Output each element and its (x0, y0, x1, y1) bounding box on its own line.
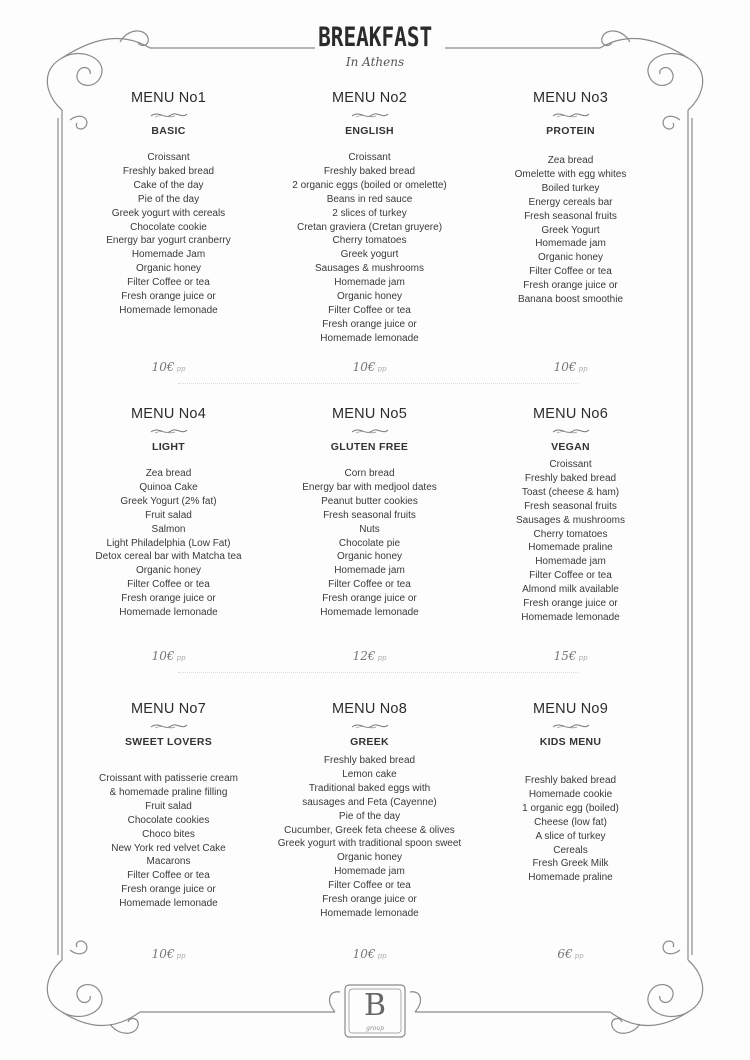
menu-item: Fresh orange juice or (121, 884, 216, 896)
menu-subtitle: ENGLISH (345, 125, 394, 137)
row-divider (178, 383, 578, 384)
price-suffix: pp (377, 952, 387, 960)
menu-item: Toast (cheese & ham) (521, 486, 620, 498)
menu-item: Freshly baked bread (524, 775, 617, 786)
price-value: 10€ (151, 360, 175, 374)
swirl-ornament-icon (149, 110, 189, 120)
menu-title: MENU No6 (533, 406, 608, 422)
menu-item: 2 slices of turkey (332, 207, 407, 219)
menu-item: Fresh orange juice or (322, 593, 417, 605)
menu-subtitle: SWEET LOVERS (124, 736, 213, 748)
menu-price (269, 649, 470, 663)
menu-item: Lemon cake (342, 768, 397, 780)
menu-item: Organic honey (336, 551, 403, 563)
menu-item: Fresh orange juice or (121, 291, 216, 303)
menu-item: Detox cereal bar with Matcha tea (95, 551, 242, 563)
menu-item: Croissant (549, 459, 592, 470)
price-value: 15€ (553, 649, 577, 663)
swirl-ornament-icon (350, 110, 390, 120)
menu-item: Fresh seasonal fruits (524, 210, 617, 222)
menu-item: Zea bread (145, 468, 192, 479)
menu-item: Homemade lemonade (320, 607, 419, 619)
menu-item: Freshly baked bread (323, 165, 416, 177)
menu-items (68, 467, 269, 620)
menu-item: Homemade jam (535, 556, 606, 568)
price-value: 10€ (553, 360, 577, 374)
menu-card-3 (470, 90, 671, 374)
menu-price (68, 947, 269, 961)
swirl-ornament-icon (551, 721, 591, 731)
menu-subtitle: GREEK (350, 736, 389, 748)
menu-item: Cereals (553, 844, 588, 856)
menu-item: Homemade Jam (131, 249, 206, 261)
swirl-ornament-icon (551, 110, 591, 120)
menu-price (470, 649, 671, 663)
menu-item: Beans in red sauce (326, 193, 413, 205)
monogram-letter: B (363, 988, 387, 1023)
menu-item: Zea bread (547, 155, 594, 166)
menu-grid (68, 90, 672, 980)
price-suffix: pp (377, 654, 387, 662)
menu-item: Fresh orange juice or (322, 318, 417, 330)
menu-card-5 (269, 406, 470, 663)
menu-item: Sausages & mushrooms (315, 263, 424, 275)
menu-card-2 (269, 90, 470, 374)
menu-item: Sausages & mushrooms (516, 514, 625, 526)
menu-item: Filter Coffee or tea (529, 570, 612, 582)
price-suffix: pp (578, 654, 588, 662)
menu-item: Pie of the day (137, 193, 200, 205)
menu-items (470, 458, 671, 625)
menu-price (68, 360, 269, 374)
menu-item: Filter Coffee or tea (328, 304, 411, 316)
menu-item: Organic honey (336, 291, 403, 303)
menu-title: MENU No2 (332, 90, 407, 106)
menu-item: Croissant (147, 152, 190, 163)
menu-item: Homemade jam (535, 238, 606, 250)
menu-item: Cucumber, Greek feta cheese & olives (284, 824, 455, 836)
price-value: 12€ (352, 649, 376, 663)
menu-item: Energy cereals bar (528, 196, 613, 208)
menu-item: Homemade praline (528, 542, 613, 554)
menu-item: Corn bread (344, 468, 395, 479)
menu-item: Filter Coffee or tea (127, 277, 210, 289)
menu-item: Freshly baked bread (122, 165, 215, 177)
menu-subtitle: VEGAN (551, 441, 590, 453)
menu-price (470, 360, 671, 374)
monogram-logo (345, 985, 405, 1037)
menu-item: Chocolate cookies (127, 814, 210, 826)
price-suffix: pp (574, 952, 584, 960)
menu-item: Croissant with patisserie cream (99, 773, 238, 784)
menu-title: MENU No5 (332, 406, 407, 422)
menu-item: Traditional baked eggs with (308, 782, 431, 794)
menu-item: Salmon (151, 523, 186, 535)
menu-item: Cheese (low fat) (534, 816, 607, 828)
swirl-ornament-icon (350, 721, 390, 731)
menu-item: sausages and Feta (Cayenne) (302, 796, 437, 808)
menu-item: Filter Coffee or tea (127, 579, 210, 591)
menu-item: New York red velvet Cake (111, 842, 226, 854)
menu-items (68, 772, 269, 911)
menu-item: A slice of turkey (535, 830, 606, 842)
menu-price (470, 947, 671, 961)
price-suffix: pp (578, 365, 588, 373)
menu-items (470, 774, 671, 885)
price-value: 10€ (151, 947, 175, 961)
menu-title: MENU No8 (332, 701, 407, 717)
swirl-ornament-icon (149, 426, 189, 436)
menu-item: Fresh orange juice or (523, 598, 618, 610)
menu-item: Homemade lemonade (119, 304, 218, 316)
menu-item: Homemade lemonade (320, 332, 419, 344)
menu-card-1 (68, 90, 269, 374)
menu-item: Cake of the day (133, 179, 204, 191)
menu-item: Peanut butter cookies (321, 495, 418, 507)
menu-item: Greek yogurt (340, 249, 399, 261)
menu-item: Fresh orange juice or (322, 894, 417, 906)
menu-items (470, 154, 671, 307)
menu-items (269, 151, 470, 346)
menu-card-9 (470, 701, 671, 961)
menu-title: MENU No4 (131, 406, 206, 422)
menu-item: Choco bites (142, 828, 195, 840)
menu-item: Almond milk available (522, 584, 619, 596)
menu-item: Energy bar yogurt cranberry (106, 235, 231, 247)
menu-subtitle: BASIC (151, 125, 186, 137)
menu-subtitle: GLUTEN FREE (330, 441, 409, 453)
menu-subtitle: PROTEIN (546, 125, 595, 137)
menu-price (68, 649, 269, 663)
menu-item: Pie of the day (338, 810, 401, 822)
menu-item: Greek yogurt with cereals (111, 207, 226, 219)
price-suffix: pp (377, 365, 387, 373)
menu-item: Omelette with egg whites (514, 168, 627, 180)
price-suffix: pp (176, 654, 186, 662)
menu-item: Chocolate cookie (130, 221, 207, 233)
menu-item: Greek Yogurt (541, 224, 600, 236)
menu-item: Greek yogurt with traditional spoon sweet (277, 838, 462, 850)
menu-item: Homemade cookie (528, 788, 613, 800)
menu-item: Nuts (359, 523, 380, 535)
menu-item: & homemade praline filling (109, 786, 228, 798)
menu-item: Homemade lemonade (119, 607, 218, 619)
price-suffix: pp (176, 365, 186, 373)
menu-item: Fruit salad (145, 800, 192, 812)
menu-title: MENU No1 (131, 90, 206, 106)
menu-item: Cherry tomatoes (533, 528, 608, 540)
menu-item: Macarons (146, 856, 191, 868)
menu-item: Homemade lemonade (521, 611, 620, 623)
menu-item: Homemade lemonade (119, 898, 218, 910)
menu-item: Homemade lemonade (320, 907, 419, 919)
menu-title: MENU No3 (533, 90, 608, 106)
menu-subtitle: LIGHT (152, 441, 185, 453)
menu-item: Organic honey (336, 852, 403, 864)
menu-card-4 (68, 406, 269, 663)
menu-card-8 (269, 701, 470, 961)
page-subtitle: In Athens (345, 55, 405, 69)
menu-items (269, 467, 470, 620)
menu-subtitle: KIDS MENU (539, 736, 602, 748)
menu-item: Homemade jam (334, 277, 405, 289)
price-value: 10€ (151, 649, 175, 663)
menu-item: 1 organic egg (boiled) (522, 802, 619, 814)
menu-item: Freshly baked bread (323, 755, 416, 766)
header (0, 22, 750, 69)
menu-item: Organic honey (135, 263, 202, 275)
menu-item: Fresh seasonal fruits (323, 509, 416, 521)
menu-item: Organic honey (537, 252, 604, 264)
menu-items (269, 754, 470, 921)
menu-item: Boiled turkey (541, 182, 600, 194)
menu-item: Fresh orange juice or (121, 593, 216, 605)
menu-item: Fruit salad (145, 509, 192, 521)
menu-price (269, 947, 470, 961)
price-value: 10€ (352, 947, 376, 961)
swirl-ornament-icon (350, 426, 390, 436)
menu-item: Light Philadelphia (Low Fat) (106, 537, 231, 549)
swirl-ornament-icon (551, 426, 591, 436)
menu-item: Quinoa Cake (139, 481, 198, 493)
menu-item: Filter Coffee or tea (328, 880, 411, 892)
row-divider (178, 672, 578, 673)
menu-item: Banana boost smoothie (517, 294, 624, 306)
menu-title: MENU No9 (533, 701, 608, 717)
menu-item: Homemade jam (334, 565, 405, 577)
price-value: 6€ (557, 947, 573, 961)
menu-card-7 (68, 701, 269, 961)
menu-title: MENU No7 (131, 701, 206, 717)
swirl-ornament-icon (149, 721, 189, 731)
menu-item: Greek Yogurt (2% fat) (120, 495, 217, 507)
menu-item: Cherry tomatoes (332, 235, 407, 247)
menu-item: Croissant (348, 152, 391, 163)
menu-item: Fresh Greek Milk (532, 858, 609, 870)
monogram-sub: group (365, 1025, 385, 1032)
menu-card-6 (470, 406, 671, 663)
page-title: BREAKFAST (317, 22, 433, 53)
menu-item: Filter Coffee or tea (127, 870, 210, 882)
menu-item: Filter Coffee or tea (328, 579, 411, 591)
menu-item: Homemade jam (334, 866, 405, 878)
menu-item: Freshly baked bread (524, 472, 617, 484)
menu-item: Fresh seasonal fruits (524, 500, 617, 512)
menu-item: Chocolate pie (338, 537, 401, 549)
menu-item: Cretan graviera (Cretan gruyere) (296, 221, 443, 233)
menu-item: Organic honey (135, 565, 202, 577)
menu-item: Homemade praline (528, 872, 613, 884)
menu-items (68, 151, 269, 318)
price-value: 10€ (352, 360, 376, 374)
menu-price (269, 360, 470, 374)
menu-item: 2 organic eggs (boiled or omelette) (292, 179, 447, 191)
menu-item: Energy bar with medjool dates (302, 481, 437, 493)
price-suffix: pp (176, 952, 186, 960)
menu-item: Filter Coffee or tea (529, 266, 612, 278)
menu-item: Fresh orange juice or (523, 280, 618, 292)
